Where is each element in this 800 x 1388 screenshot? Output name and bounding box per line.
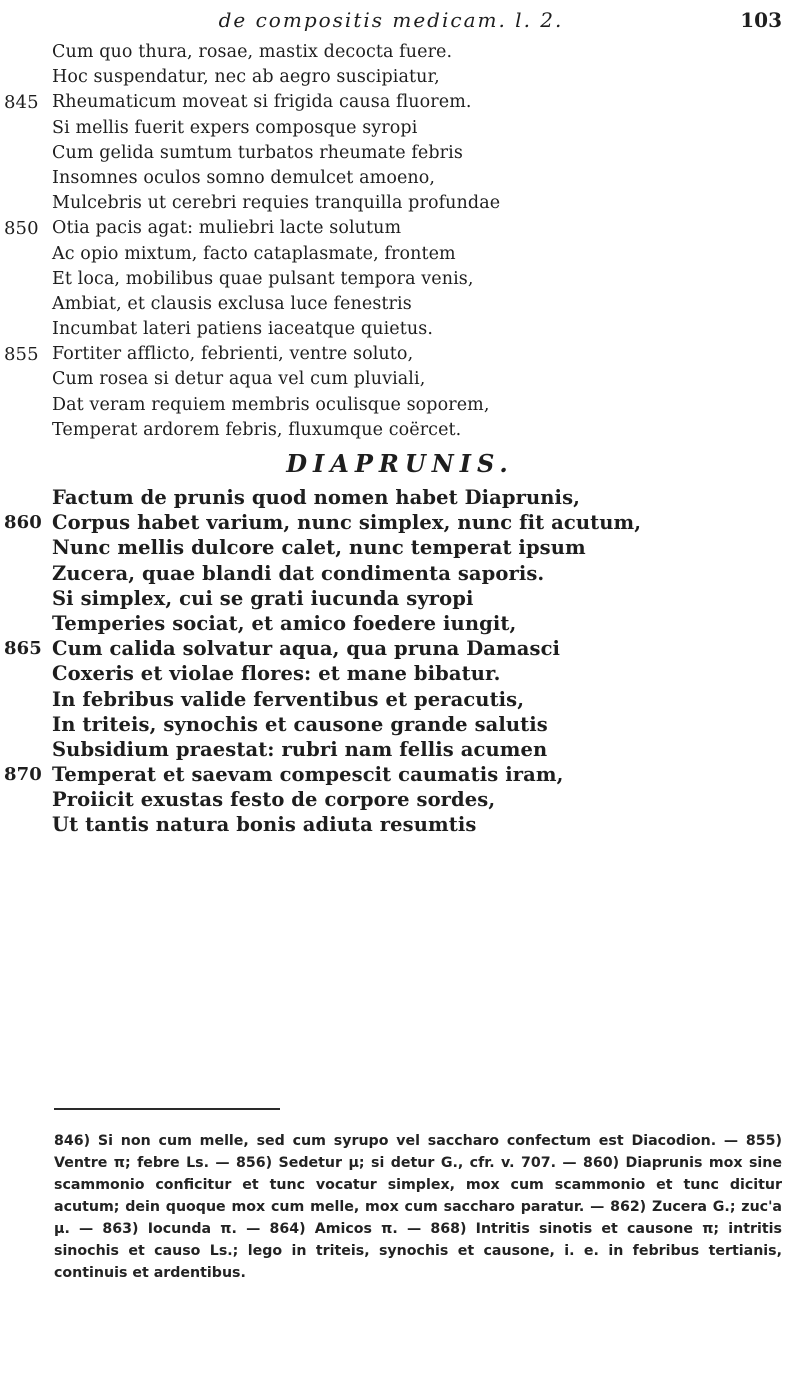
line-text: Temperat ardorem febris, fluxumque coërcet.	[52, 419, 462, 440]
line-text: Rheumaticum moveat si frigida causa fluorem.	[52, 92, 472, 113]
verse-line	[0, 242, 800, 267]
line-text: Corpus habet varium, nunc simplex, nunc fit acutum,	[52, 511, 642, 535]
verse-line	[0, 317, 800, 342]
verse-lower	[0, 485, 800, 838]
verse-line	[0, 687, 800, 712]
footnote-text: 846) Si non cum melle, sed cum syrupo vel saccharo confectum est Diacodion. — 855) Ventre π; febre Ls. — 856) Sedetur μ; si detur G., cfr. v. 707. — 860) Diaprunis mox sine scammonio conficitur et tunc vocatur simplex, mox cum scammonio et tunc dicitur acutum; dein quoque mox cum melle, mox cum saccharo paratur. — 862) Zucera G.; zuc'a μ. — 863) Iocunda π. — 864) Amicos π. — 868) Intritis sinotis et causone π; intritis sinochis et causo Ls.; lego in triteis, synochis et causone, i. e. in febribus tertianis, continuis et ardentibus.	[54, 1133, 782, 1281]
verse-line	[0, 40, 800, 65]
line-text: Mulcebris ut cerebri requies tranquilla profundae	[52, 193, 501, 214]
line-text: Temperies sociat, et amico foedere iungit,	[52, 611, 517, 635]
verse-line	[0, 661, 800, 686]
line-text: Otia pacis agat: muliebri lacte solutum	[52, 218, 402, 239]
verse-line	[0, 216, 800, 241]
line-text: Subsidium praestat: rubri nam fellis acumen	[52, 737, 548, 761]
verse-line	[0, 712, 800, 737]
page-number: 103	[740, 8, 782, 32]
line-text: Hoc suspendatur, nec ab aegro suscipiatur,	[52, 67, 440, 88]
line-number: 860	[4, 512, 42, 534]
section-heading: DIAPRUNIS.	[286, 449, 514, 478]
verse-line	[0, 141, 800, 166]
line-text: Ambiat, et clausis exclusa luce fenestris	[52, 293, 412, 314]
verse-line	[0, 342, 800, 367]
footnote-rule	[54, 1108, 280, 1110]
verse-line	[0, 561, 800, 586]
line-text: Ut tantis natura bonis adiuta resumtis	[52, 813, 477, 837]
line-text: Ac opio mixtum, facto cataplasmate, frontem	[52, 243, 456, 264]
line-text: Et loca, mobilibus quae pulsant tempora venis,	[52, 268, 474, 289]
verse-line	[0, 737, 800, 762]
verse-line	[0, 636, 800, 661]
verse-line	[0, 292, 800, 317]
line-text: Cum calida solvatur aqua, qua pruna Damasci	[52, 637, 561, 661]
line-text: Factum de prunis quod nomen habet Diaprunis,	[52, 486, 581, 509]
page-header	[40, 8, 782, 42]
line-text: Incumbat lateri patiens iaceatque quietus.	[52, 319, 433, 340]
verse-line	[0, 166, 800, 191]
line-number: 850	[4, 218, 39, 240]
line-number: 865	[4, 638, 42, 660]
running-title: de compositis medicam. l. 2.	[218, 8, 564, 32]
line-text: Cum rosea si detur aqua vel cum pluviali,	[52, 369, 426, 390]
verse-line	[0, 762, 800, 787]
line-text: Dat veram requiem membris oculisque soporem,	[52, 394, 490, 415]
verse-line	[0, 393, 800, 418]
line-text: In triteis, synochis et causone grande salutis	[52, 712, 548, 736]
line-text: Cum gelida sumtum turbatos rheumate febris	[52, 142, 463, 163]
verse-line	[0, 116, 800, 141]
verse-line	[0, 367, 800, 392]
verse-line	[0, 65, 800, 90]
verse-line	[0, 418, 800, 443]
verse-upper	[0, 40, 800, 443]
line-text: Nunc mellis dulcore calet, nunc temperat ipsum	[52, 536, 586, 560]
verse-line	[0, 90, 800, 115]
verse-line	[0, 611, 800, 636]
verse-line	[0, 191, 800, 216]
verse-line	[0, 510, 800, 535]
verse-line	[0, 812, 800, 837]
line-text: Si mellis fuerit expers composque syropi	[52, 117, 418, 138]
line-text: Insomnes oculos somno demulcet amoeno,	[52, 167, 436, 188]
line-text: Coxeris et violae flores: et mane bibatur.	[52, 662, 501, 686]
verse-line	[0, 267, 800, 292]
verse-line	[0, 787, 800, 812]
line-text: Si simplex, cui se grati iucunda syropi	[52, 586, 474, 610]
line-number: 870	[4, 764, 42, 786]
line-text: In febribus valide ferventibus et peracutis,	[52, 687, 525, 711]
footnotes	[54, 1130, 782, 1284]
verse-line	[0, 485, 800, 510]
line-text: Proiicit exustas festo de corpore sordes,	[52, 788, 496, 812]
line-text: Fortiter afflicto, febrienti, ventre soluto,	[52, 344, 414, 365]
line-text: Zucera, quae blandi dat condimenta saporis.	[52, 561, 545, 585]
verse-line	[0, 586, 800, 611]
verse-block	[0, 40, 800, 838]
line-text: Cum quo thura, rosae, mastix decocta fuere.	[52, 42, 453, 62]
line-number: 845	[4, 92, 39, 114]
verse-line	[0, 535, 800, 560]
line-number: 855	[4, 344, 39, 366]
line-text: Temperat et saevam compescit caumatis iram,	[52, 763, 564, 787]
